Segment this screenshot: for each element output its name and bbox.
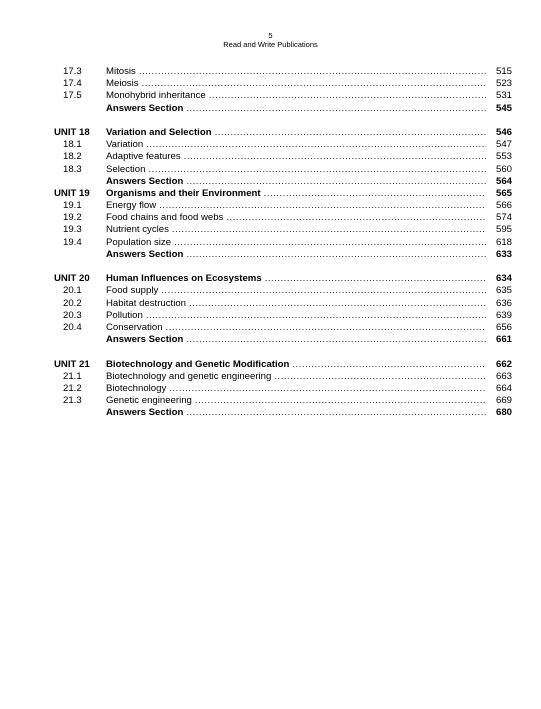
publisher-name: Read and Write Publications <box>223 40 318 49</box>
toc-page-number: 515 <box>495 66 512 77</box>
toc-leader-dots <box>139 66 486 78</box>
toc-leader-dots <box>166 322 486 334</box>
toc-entry-number: 21.2 <box>63 382 82 394</box>
toc-entry-title: Variation <box>106 139 144 151</box>
toc-leader-dots <box>169 383 486 395</box>
toc-section-row[interactable] <box>54 151 512 163</box>
toc-spacer <box>54 346 512 358</box>
toc-entry-title: Nutrient cycles <box>106 224 169 236</box>
toc-leader-dots <box>159 200 486 212</box>
toc-leader-dots <box>186 176 486 188</box>
toc-entry-number: 21.3 <box>63 395 82 407</box>
page-header <box>0 31 541 49</box>
toc-entry-title: Selection <box>106 163 146 175</box>
toc-page-number: 635 <box>495 285 512 297</box>
toc-entry-title: Human Influences on Ecosystems <box>106 273 262 285</box>
toc-section-row[interactable] <box>54 298 512 310</box>
toc-entry-number: UNIT 19 <box>54 187 90 199</box>
toc-leader-dots <box>142 78 486 90</box>
toc-page-number: 545 <box>495 102 512 114</box>
toc-unit-row[interactable] <box>54 359 512 371</box>
toc-page-number: 546 <box>495 126 512 138</box>
toc-page-number: 634 <box>495 273 512 285</box>
toc-leader-dots <box>186 103 486 115</box>
toc-section-row[interactable] <box>54 237 512 249</box>
toc-entry-title: Food supply <box>106 285 159 297</box>
page-number: 5 <box>268 31 273 40</box>
toc-page-number: 662 <box>495 358 512 370</box>
toc-page-number: 669 <box>495 395 512 407</box>
toc-leader-dots <box>146 139 486 151</box>
toc-entry-title: Food chains and food webs <box>106 212 224 224</box>
toc-leader-dots <box>209 90 486 102</box>
toc-entry-title: Answers Section <box>106 248 184 260</box>
toc-page-number: 680 <box>495 407 512 419</box>
toc-unit-row[interactable] <box>54 127 512 139</box>
toc-entry-number: UNIT 20 <box>54 273 90 285</box>
toc-section-row[interactable] <box>54 78 512 90</box>
toc-entry-title: Genetic engineering <box>106 395 192 407</box>
toc-page-number: 618 <box>495 236 512 248</box>
toc-entry-number: 18.2 <box>63 151 82 163</box>
toc-entry-title: Energy flow <box>106 200 157 212</box>
toc-entry-title: Adaptive features <box>106 151 181 163</box>
toc-entry-title: Biotechnology <box>106 382 167 394</box>
toc-section-row[interactable] <box>54 200 512 212</box>
toc-leader-dots <box>148 164 486 176</box>
toc-entry-title: Biotechnology and Genetic Modification <box>106 358 290 370</box>
toc-page-number: 564 <box>495 175 512 187</box>
toc-entry-number: 17.5 <box>63 90 82 102</box>
toc-section-row[interactable] <box>54 310 512 322</box>
toc-section-row[interactable] <box>54 212 512 224</box>
toc-leader-dots <box>215 127 486 139</box>
toc-page-number: 664 <box>495 382 512 394</box>
toc-leader-dots <box>292 359 486 371</box>
table-of-contents <box>54 66 512 419</box>
toc-answers-row[interactable] <box>54 407 512 419</box>
toc-page-number: 633 <box>495 248 512 260</box>
toc-page-number: 656 <box>495 321 512 333</box>
toc-entry-title: Habitat destruction <box>106 297 186 309</box>
toc-entry-title: Mitosis <box>106 66 136 77</box>
toc-page-number: 636 <box>495 297 512 309</box>
toc-entry-title: Population size <box>106 236 172 248</box>
toc-entry-number: 19.1 <box>63 200 82 212</box>
toc-entry-title: Answers Section <box>106 102 184 114</box>
toc-answers-row[interactable] <box>54 249 512 261</box>
toc-entry-number: 17.3 <box>63 66 82 77</box>
toc-section-row[interactable] <box>54 371 512 383</box>
toc-entry-number: 21.1 <box>63 370 82 382</box>
toc-entry-title: Answers Section <box>106 407 184 419</box>
toc-entry-title: Answers Section <box>106 334 184 346</box>
toc-entry-number: 19.4 <box>63 236 82 248</box>
toc-entry-title: Meiosis <box>106 78 139 90</box>
toc-section-row[interactable] <box>54 66 512 78</box>
toc-page-number: 547 <box>495 139 512 151</box>
toc-page-number: 565 <box>495 187 512 199</box>
toc-page-number: 523 <box>495 78 512 90</box>
toc-entry-title: Organisms and their Environment <box>106 187 261 199</box>
toc-page-number: 553 <box>495 151 512 163</box>
toc-section-row[interactable] <box>54 90 512 102</box>
toc-section-row[interactable] <box>54 224 512 236</box>
toc-leader-dots <box>226 212 486 224</box>
toc-leader-dots <box>184 151 486 163</box>
toc-answers-row[interactable] <box>54 334 512 346</box>
toc-entry-number: 20.4 <box>63 321 82 333</box>
toc-entry-number: 17.4 <box>63 78 82 90</box>
toc-entry-number: 18.3 <box>63 163 82 175</box>
toc-entry-title: Conservation <box>106 321 163 333</box>
toc-entry-number: UNIT 21 <box>54 358 90 370</box>
toc-leader-dots <box>186 407 486 419</box>
toc-unit-row[interactable] <box>54 273 512 285</box>
toc-page-number: 661 <box>495 334 512 346</box>
toc-section-row[interactable] <box>54 164 512 176</box>
toc-page-number: 560 <box>495 163 512 175</box>
toc-entry-number: 19.2 <box>63 212 82 224</box>
toc-section-row[interactable] <box>54 285 512 297</box>
toc-leader-dots <box>264 188 486 200</box>
toc-entry-title: Monohybrid inheritance <box>106 90 206 102</box>
toc-answers-row[interactable] <box>54 176 512 188</box>
toc-spacer <box>54 115 512 127</box>
toc-section-row[interactable] <box>54 322 512 334</box>
toc-entry-number: UNIT 18 <box>54 126 90 138</box>
toc-page-number: 639 <box>495 309 512 321</box>
toc-answers-row[interactable] <box>54 103 512 115</box>
toc-leader-dots <box>195 395 486 407</box>
toc-entry-title: Pollution <box>106 309 143 321</box>
toc-leader-dots <box>186 249 486 261</box>
toc-page-number: 531 <box>495 90 512 102</box>
toc-leader-dots <box>172 224 486 236</box>
toc-page-number: 574 <box>495 212 512 224</box>
toc-page-number: 566 <box>495 200 512 212</box>
toc-leader-dots <box>161 285 486 297</box>
toc-leader-dots <box>274 371 486 383</box>
toc-entry-title: Answers Section <box>106 175 184 187</box>
toc-entry-number: 20.3 <box>63 309 82 321</box>
toc-leader-dots <box>174 237 486 249</box>
toc-section-row[interactable] <box>54 395 512 407</box>
toc-entry-title: Variation and Selection <box>106 126 212 138</box>
toc-page-number: 663 <box>495 370 512 382</box>
toc-spacer <box>54 261 512 273</box>
toc-entry-number: 18.1 <box>63 139 82 151</box>
toc-entry-title: Biotechnology and genetic engineering <box>106 370 272 382</box>
toc-section-row[interactable] <box>54 383 512 395</box>
toc-section-row[interactable] <box>54 139 512 151</box>
toc-leader-dots <box>265 273 486 285</box>
toc-unit-row[interactable] <box>54 188 512 200</box>
toc-leader-dots <box>146 310 486 322</box>
toc-entry-number: 19.3 <box>63 224 82 236</box>
toc-entry-number: 20.2 <box>63 297 82 309</box>
toc-page-number: 595 <box>495 224 512 236</box>
toc-entry-number: 20.1 <box>63 285 82 297</box>
toc-leader-dots <box>189 298 486 310</box>
toc-leader-dots <box>186 334 486 346</box>
